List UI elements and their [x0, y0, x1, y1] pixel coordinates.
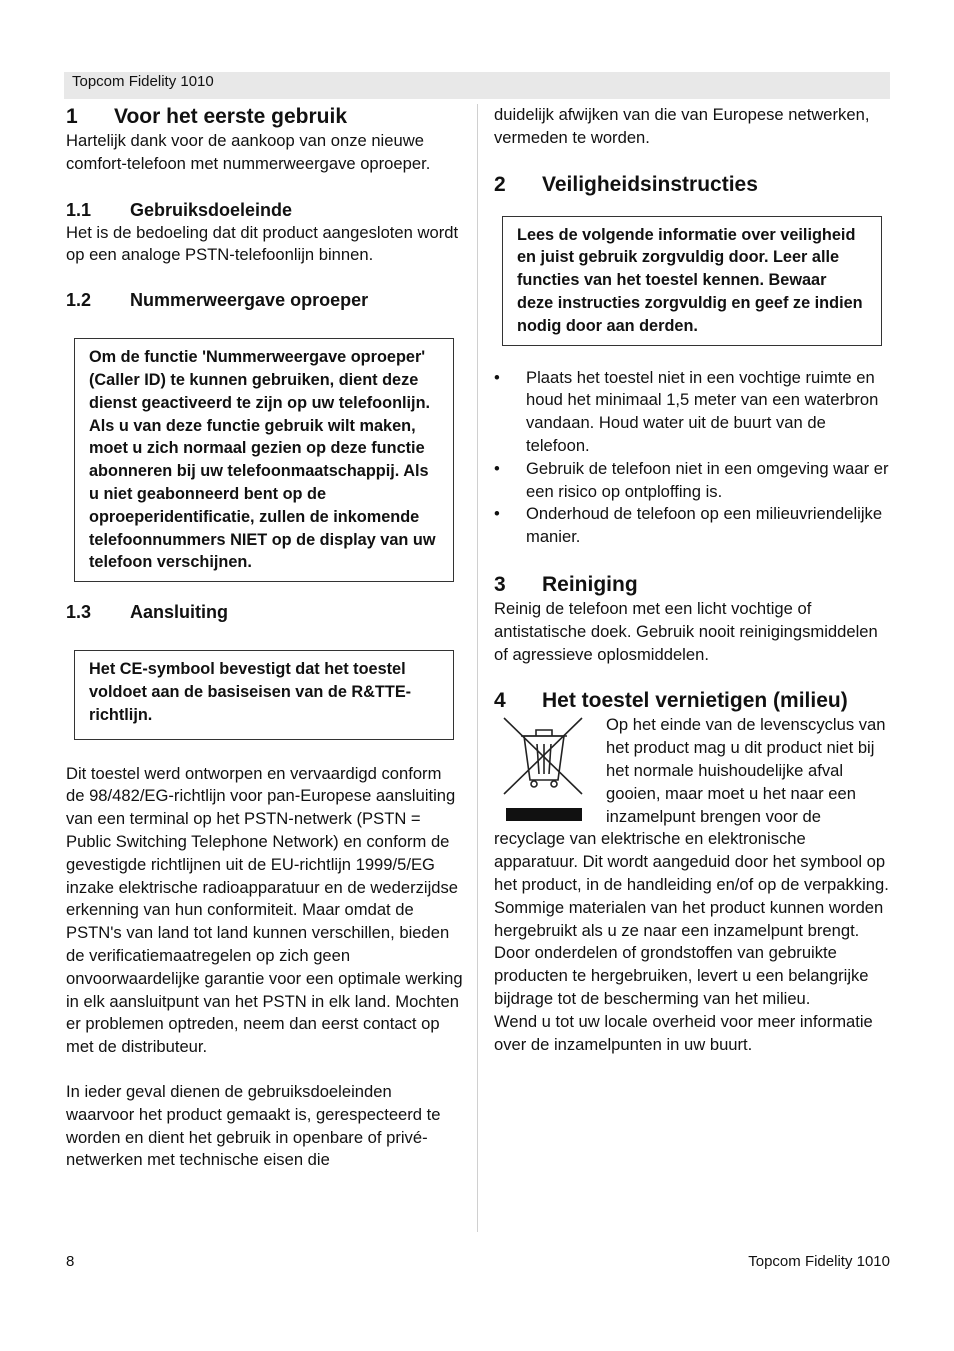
section-1-1-heading: 1.1 Gebruiksdoeleinde: [66, 199, 293, 220]
connection-paragraph: Dit toestel werd ontworpen en vervaardigd conform de 98/482/EG-richtlijn voor pan-Europese aansluiting van een terminal op het PSTN-netwerk (PSTN = Public Switching Telephone Network) en conform de gevestigde richtlijnen uit de EU-richtlijn 1999/5/EG inzake elektrische radioapparatuur en de wederzijdse erkenning van hun conformiteit. Maar omdat de PSTN's van land tot land kunnen verschillen, bieden de verificatiemaatregelen op zich geen onvoorwaardelijke garantie voor een optimale werking in elk aansluitpunt van het PSTN in elk land. Mochten er problemen optreden, neem dan eerst contact op met de distributeur.: [66, 763, 463, 1057]
recycling-paragraph: Sommige materialen van het product kunnen worden hergebruikt als u ze naar een inzamelpunt brengt. Door onderdelen of grondstoffen van gebruikte producten te hergebruiken, levert u een belangrijke bijdrage tot de bescherming van het milieu.: [494, 897, 884, 1008]
running-header: [64, 72, 890, 99]
section-3-body: Reinig de telefoon met een licht vochtige of antistatische doek. Gebruik nooit reinigingsmiddelen of agressieve oplosmiddelen.: [494, 598, 878, 664]
caller-id-notice-box: Om de functie 'Nummerweergave oproeper' (Caller ID) te kunnen gebruiken, dient deze dienst geactiveerd te zijn op uw telefoonlijn. Als u van deze functie gebruik wilt maken, moet u zich normaal gezien op deze functie abonneren bij uw telefoonmaatschappij. Als u niet geabonneerd bent op de oproeperidentificatie, zullen de inkomende telefoonnummers NIET op de display van uw telefoon verschijnen.: [74, 338, 454, 582]
section-4-body: [494, 714, 892, 1056]
section-1-1-body: Het is de bedoeling dat dit product aangesloten wordt op een analoge PSTN-telefoonlijn binnen.: [66, 222, 459, 265]
section-1-3-heading: 1.3 Aansluiting: [66, 602, 228, 623]
local-authority-paragraph: Wend u tot uw locale overheid voor meer informatie over de inzamelpunten in uw buurt.: [494, 1011, 873, 1054]
right-column: [494, 104, 892, 1056]
weee-crossed-bin-icon: [494, 714, 594, 824]
continuation-text: duidelijk afwijken van die van Europese netwerken, vermeden te worden.: [494, 105, 870, 147]
section-4-heading: 4 Het toestel vernietigen (milieu): [494, 689, 848, 713]
section-1-body: Hartelijk dank voor de aankoop van onze nieuwe comfort-telefoon met nummerweergave oproeper.: [66, 131, 431, 173]
ce-notice-box: Het CE-symbool bevestigt dat het toestel voldoet aan de basiseisen van de R&TTE-richtlijn.: [74, 650, 454, 739]
list-item: • Onderhoud de telefoon op een milieuvriendelijke manier.: [494, 504, 883, 547]
left-column: [66, 104, 464, 1172]
safety-notice-box: Lees de volgende informatie over veiligheid en juist gebruik zorgvuldig door. Leer alle functies van het toestel kennen. Bewaar deze instructies zorgvuldig en geef ze indien nodig door aan derden.: [502, 216, 882, 346]
list-item: • Plaats het toestel niet in een vochtige ruimte en houd het minimaal 1,5 meter van een waterbron vandaan. Houd water uit de buurt van de telefoon.: [494, 367, 879, 455]
section-2-heading: 2 Veiligheidsinstructies: [494, 172, 758, 196]
safety-bullet-list: [494, 367, 892, 549]
section-1-2-heading: 1.2 Nummerweergave oproeper: [66, 290, 369, 311]
footer-title: Topcom Fidelity 1010: [748, 1253, 890, 1270]
disposal-paragraph: Op het einde van de levenscyclus van het product mag u dit product niet bij het normale huishoudelijke afval gooien, maar moet u het naar een inzamelpunt brengen voor de recyclage van elektrische en elektronische apparatuur. Dit wordt aangeduid door het symbool op het product, in de handleiding en/of op de verpakking.: [494, 715, 889, 894]
page-number: 8: [66, 1253, 75, 1270]
list-item: • Gebruik de telefoon niet in een omgeving waar er een risico op ontploffing is.: [494, 458, 889, 501]
section-3-heading: 3 Reiniging: [494, 572, 638, 596]
section-1-heading: 1 Voor het eerste gebruik: [66, 105, 348, 128]
usage-paragraph: In ieder geval dienen de gebruiksdoeleinden waarvoor het product gemaakt is, gerespecteerd te worden en dient het gebruik in openbare of privé-netwerken met technische eisen die: [66, 1081, 441, 1170]
header-title: Topcom Fidelity 1010: [72, 73, 214, 90]
column-divider: [477, 104, 478, 1232]
